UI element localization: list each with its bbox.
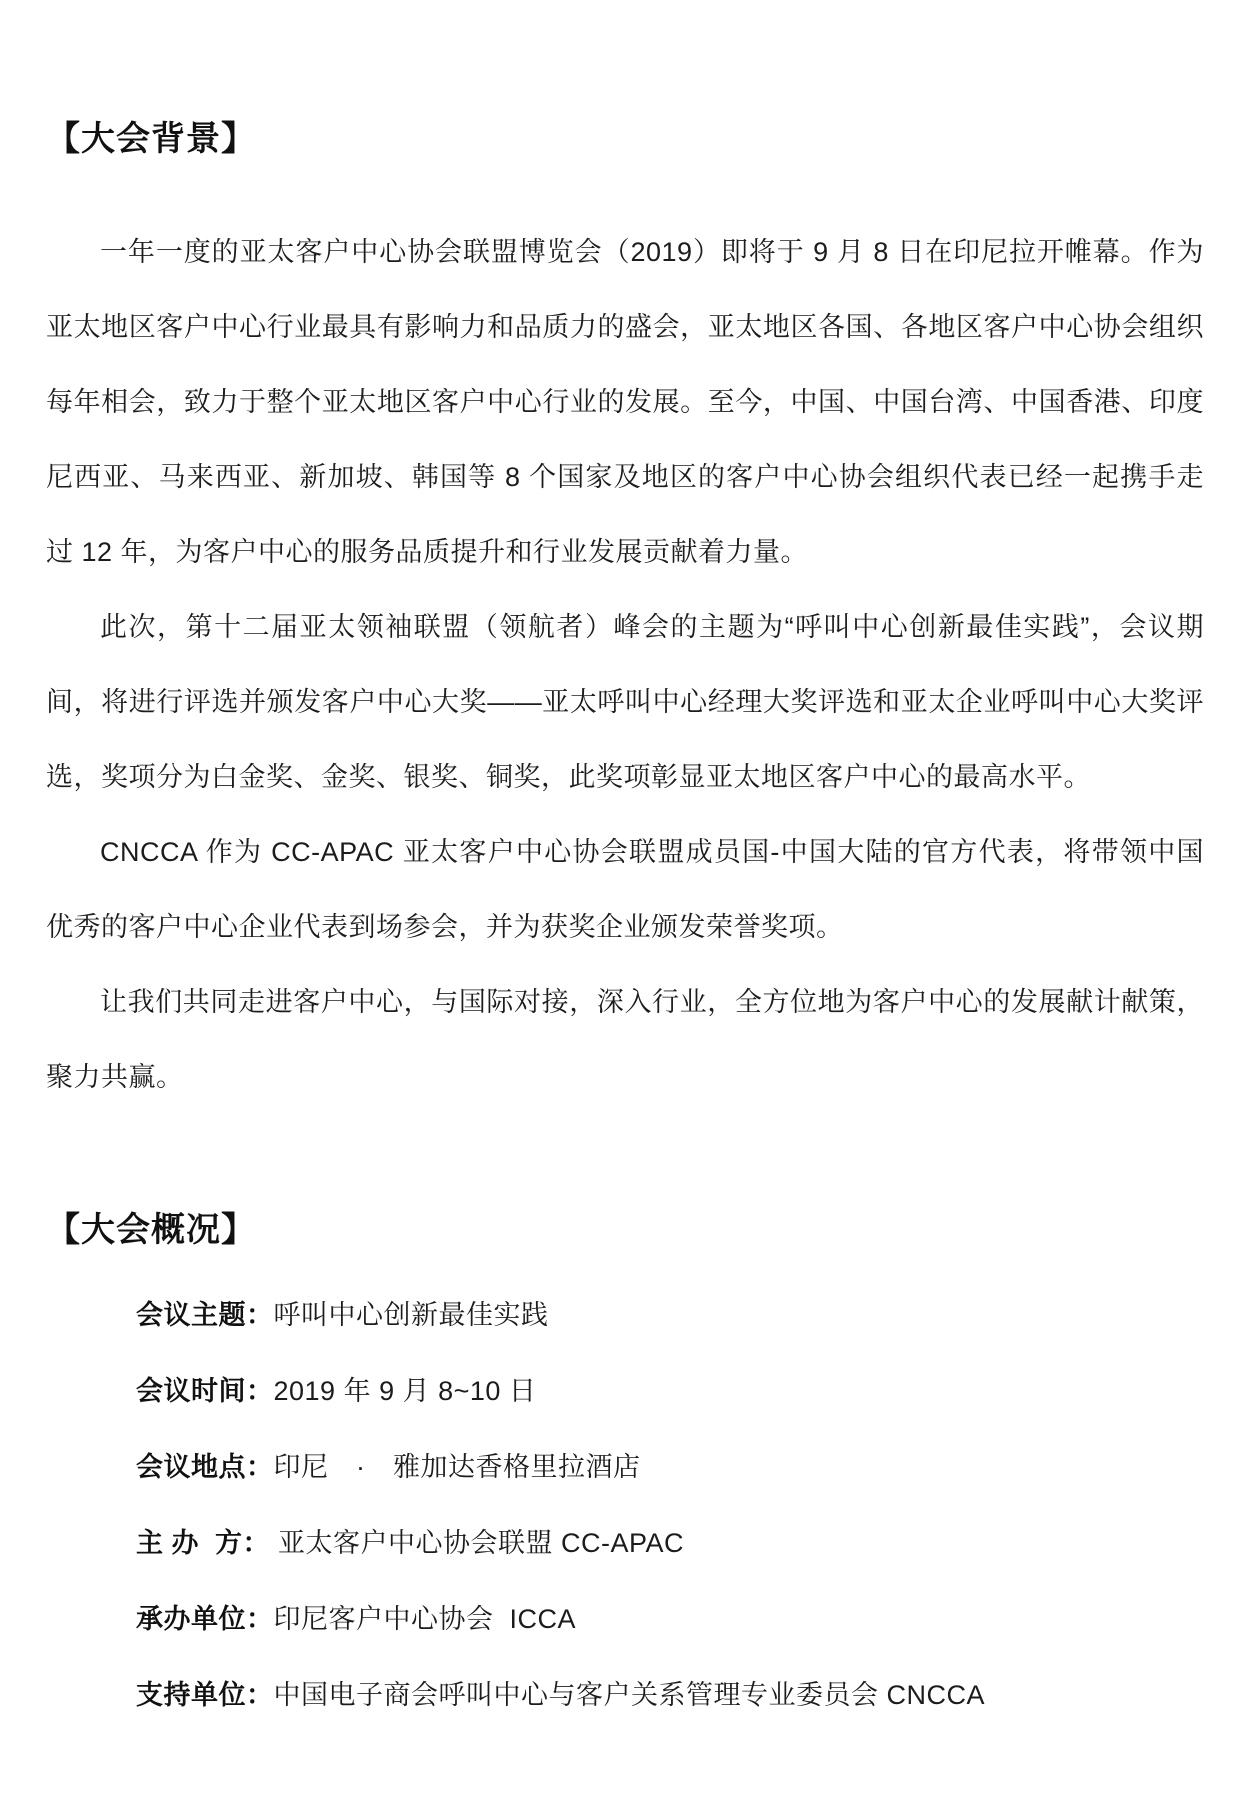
overview-info-list [136,1277,1204,1733]
info-label-theme: 会议主题： [136,1300,274,1330]
section-heading-background: 【大会背景】 [46,120,256,158]
info-row-location [136,1429,1204,1505]
info-label-organizer: 承办单位： [136,1604,274,1634]
info-value-location: 印尼 · 雅加达香格里拉酒店 [273,1452,641,1482]
info-value-supporter: 中国电子商会呼叫中心与客户关系管理专业委员会 CNCCA [273,1680,986,1710]
info-value-theme: 呼叫中心创新最佳实践 [273,1300,549,1330]
info-row-theme [136,1277,1204,1353]
background-section-body [46,215,1204,1115]
info-label-location: 会议地点： [136,1452,274,1482]
paragraph-cncca: CNCCA 作为 CC-APAC 亚太客户中心协会联盟成员国-中国大陆的官方代表，将带领中国优秀的客户中心企业代表到场参会，并为获奖企业颁发荣誉奖项。 [46,836,1204,942]
section-heading-overview: 【大会概况】 [46,1210,256,1249]
info-row-time [136,1353,1204,1429]
paragraph-intro: 一年一度的亚太客户中心协会联盟博览会（2019）即将于 9 月 8 日在印尼拉开帷幕。作为亚太地区客户中心行业最具有影响力和品质力的盛会，亚太地区各国、各地区客户中心协会组织每年相会，致力于整个亚太地区客户中心行业的发展。至今，中国、中国台湾、中国香港、印度尼西亚、马来西亚、新加坡、韩国等 8 个国家及地区的客户中心协会组织代表已经一起携手走过 12 年，为客户中心的服务品质提升和行业发展贡献着力量。 [46,236,1204,567]
info-row-supporter [136,1657,1204,1733]
info-label-time: 会议时间： [136,1376,274,1406]
info-label-supporter: 支持单位： [136,1680,274,1710]
info-label-host: 主 办 方： [136,1528,271,1558]
info-row-host [136,1505,1204,1581]
info-value-organizer: 印尼客户中心协会 ICCA [273,1604,577,1634]
paragraph-closing: 让我们共同走进客户中心，与国际对接，深入行业，全方位地为客户中心的发展献计献策，聚力共赢。 [46,986,1204,1092]
info-value-time: 2019 年 9 月 8~10 日 [273,1376,537,1406]
info-value-host: 亚太客户中心协会联盟 CC-APAC [270,1528,685,1558]
info-row-organizer [136,1581,1204,1657]
paragraph-summit-theme: 此次，第十二届亚太领袖联盟（领航者）峰会的主题为“呼叫中心创新最佳实践”，会议期间，将进行评选并颁发客户中心大奖——亚太呼叫中心经理大奖评选和亚太企业呼叫中心大奖评选，奖项分为白金奖、金奖、银奖、铜奖，此奖项彰显亚太地区客户中心的最高水平。 [46,611,1204,792]
